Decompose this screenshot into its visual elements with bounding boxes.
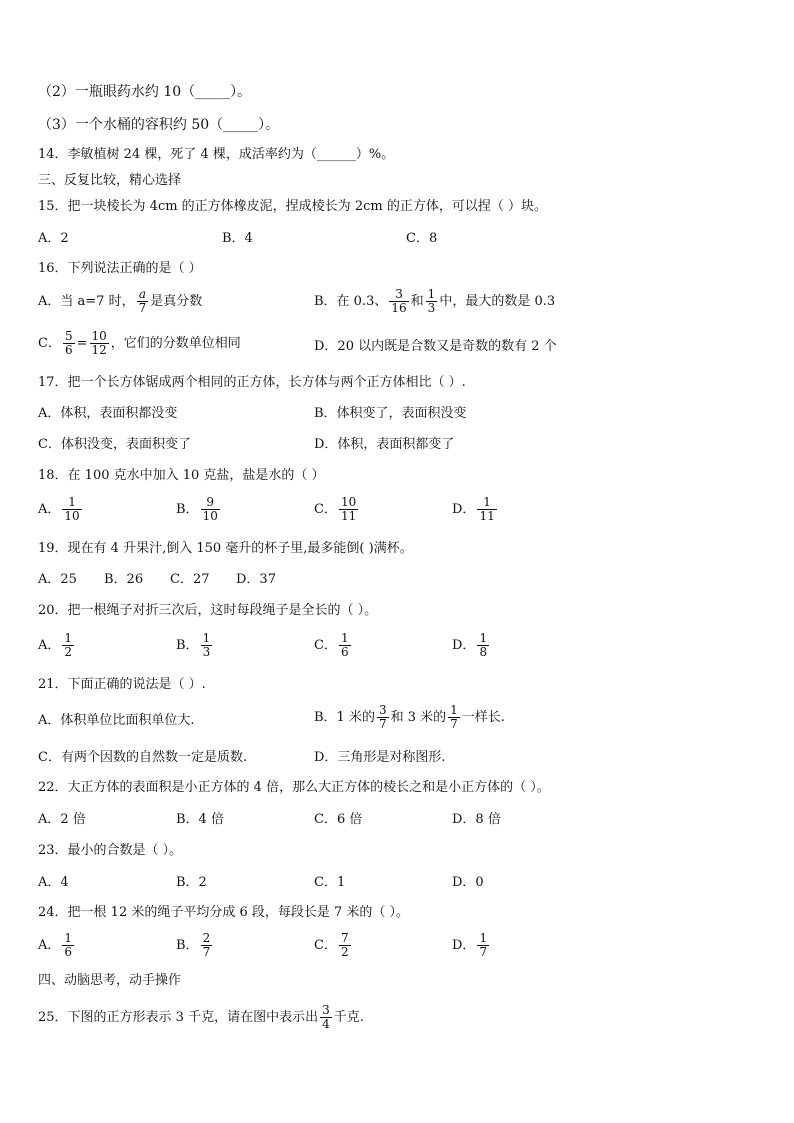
question-15: 15．把一块棱长为 4cm 的正方体橡皮泥，捏成棱长为 2cm 的正方体，可以捏（ ）块。: [38, 199, 547, 214]
question-14: 14．李敏植树 24 棵，死了 4 棵，成活率约为（______）%。: [38, 147, 395, 162]
question-25: 25．下图的正方形表示 3 千克，请在图中表示出 $\frac{3}{4}$ 千克.: [38, 1003, 364, 1031]
q22-option-a: A．2 倍: [38, 812, 86, 827]
q23-option-d: D．0: [452, 875, 484, 890]
q16-option-b: B．在 0.3、 $\frac{3}{16}$ 和 $\frac{1}{3}$ 中，最大的数是 0.3: [314, 287, 556, 315]
q16-option-d: D．20 以内既是合数又是奇数的数有 2 个: [314, 339, 557, 354]
q23-option-c: C．1: [314, 875, 346, 890]
q23-option-a: A．4: [38, 875, 69, 890]
q19-option-b: B．26: [104, 572, 144, 587]
q20-option-b: B． $\frac{1}{3}$: [176, 631, 211, 659]
q23-option-b: B．2: [176, 875, 207, 890]
question-13-part-3: （3）一个水桶的容积约 50（_____）。: [38, 117, 280, 133]
q21-option-a: A．体积单位比面积单位大.: [38, 713, 195, 728]
q21-option-c: C．有两个因数的自然数一定是质数.: [38, 750, 248, 765]
q18-option-d: D． $\frac{1}{11}$: [452, 495, 495, 523]
q20-option-d: D． $\frac{1}{8}$: [452, 631, 488, 659]
q17-option-a: A．体积，表面积都没变: [38, 406, 178, 421]
q20-option-c: C． $\frac{1}{6}$: [314, 631, 349, 659]
q22-option-d: D．8 倍: [452, 812, 501, 827]
q15-option-a: A．2: [38, 231, 69, 246]
q24-option-d: D． $\frac{1}{7}$: [452, 931, 488, 959]
q24-option-c: C． $\frac{7}{2}$: [314, 931, 349, 959]
q22-option-c: C．6 倍: [314, 812, 363, 827]
q18-option-c: C． $\frac{10}{11}$: [314, 495, 357, 523]
q21-option-b: B．1 米的 $\frac{3}{7}$ 和 3 米的 $\frac{1}{7}$ 一样长.: [314, 703, 505, 731]
question-20: 20．把一根绳子对折三次后，这时每段绳子是全长的（ ）。: [38, 603, 378, 618]
q19-option-c: C．27: [170, 572, 210, 587]
question-24: 24．把一根 12 米的绳子平均分成 6 段，每段长是 7 米的（ ）。: [38, 905, 410, 920]
q19-option-a: A．25: [38, 572, 77, 587]
q17-option-d: D．体积，表面积都变了: [314, 437, 455, 452]
q21-option-d: D．三角形是对称图形.: [314, 750, 446, 765]
q24-option-a: A． $\frac{1}{6}$: [38, 931, 73, 959]
question-18: 18．在 100 克水中加入 10 克盐，盐是水的（ ）: [38, 468, 325, 483]
q16-option-c: C． $\frac{5}{6}$ = $\frac{10}{12}$ ，它们的分数单位相同: [38, 329, 241, 357]
question-21: 21．下面正确的说法是（ ）.: [38, 677, 206, 692]
q15-option-c: C．8: [406, 231, 438, 246]
question-19: 19．现在有 4 升果汁,倒入 150 毫升的杯子里,最多能倒( )满杯。: [38, 541, 413, 556]
section-3-heading: 三、反复比较，精心选择: [38, 173, 182, 188]
q17-option-c: C．体积没变，表面积变了: [38, 437, 191, 452]
question-13-part-2: （2）一瓶眼药水约 10（_____）。: [38, 84, 252, 100]
q15-option-b: B．4: [222, 231, 253, 246]
question-16: 16．下列说法正确的是（ ）: [38, 261, 202, 276]
q18-option-b: B． $\frac{9}{10}$: [176, 495, 218, 523]
q18-option-a: A． $\frac{1}{10}$: [38, 495, 80, 523]
question-22: 22．大正方体的表面积是小正方体的 4 倍，那么大正方体的棱长之和是小正方体的（ ）。: [38, 780, 550, 795]
question-17: 17．把一个长方体锯成两个相同的正方体，长方体与两个正方体相比（ ）.: [38, 375, 466, 390]
q20-option-a: A． $\frac{1}{2}$: [38, 631, 73, 659]
q19-option-d: D．37: [236, 572, 276, 587]
q22-option-b: B．4 倍: [176, 812, 224, 827]
q17-option-b: B．体积变了，表面积没变: [314, 406, 467, 421]
question-23: 23．最小的合数是（ ）。: [38, 843, 183, 858]
q24-option-b: B． $\frac{2}{7}$: [176, 931, 211, 959]
section-4-heading: 四、动脑思考，动手操作: [38, 973, 182, 988]
q16-option-a: A．当 a=7 时， $\frac{a}{7}$ 是真分数: [38, 287, 203, 315]
